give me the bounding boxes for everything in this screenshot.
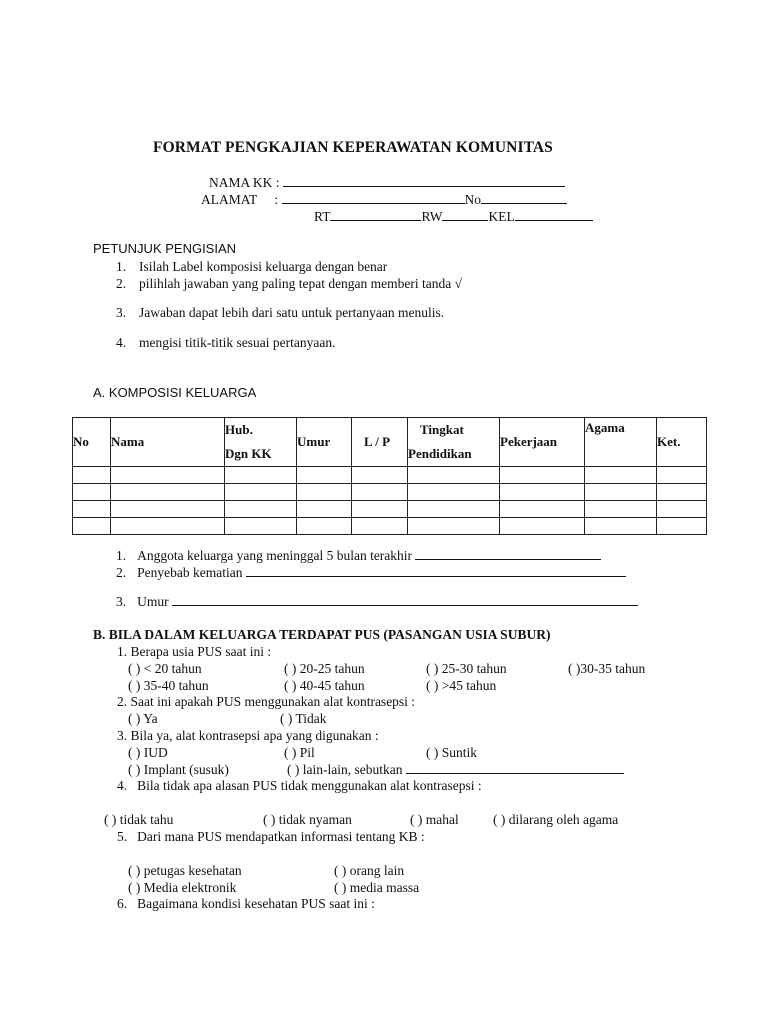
option-lain-lain: ( ) lain-lain, sebutkan xyxy=(287,762,624,778)
section-a-heading: A. KOMPOSISI KELUARGA xyxy=(93,385,257,400)
option-checkbox[interactable]: ( ) Media elektronik xyxy=(128,880,237,895)
rw-label: RW xyxy=(421,209,443,224)
question-b6: 6. Bagaimana kondisi kesehatan PUS saat ini : xyxy=(117,896,375,911)
option-checkbox[interactable]: ( ) 40-45 tahun xyxy=(284,678,365,693)
col-agama: Agama xyxy=(585,418,657,467)
answer-field[interactable] xyxy=(246,565,626,577)
option-checkbox[interactable]: ( ) tidak nyaman xyxy=(263,812,352,827)
komposisi-keluarga-table xyxy=(72,417,707,535)
option-checkbox[interactable]: ( ) Implant (susuk) xyxy=(128,762,229,777)
nama-kk-label: NAMA KK : xyxy=(209,175,280,190)
question-b5: 5. Dari mana PUS mendapatkan informasi tentang KB : xyxy=(117,829,425,844)
section-b-heading: B. BILA DALAM KELUARGA TERDAPAT PUS (PASANGAN USIA SUBUR) xyxy=(93,627,551,642)
table-row xyxy=(73,467,707,484)
option-checkbox[interactable]: ( ) 20-25 tahun xyxy=(284,661,365,676)
kel-field[interactable] xyxy=(515,209,593,221)
col-hub: Hub. Dgn KK xyxy=(225,418,297,467)
option-checkbox[interactable]: ( ) 25-30 tahun xyxy=(426,661,507,676)
petunjuk-item: 2. pilihlah jawaban yang paling tepat dengan memberi tanda √ xyxy=(116,276,463,291)
table-row xyxy=(73,518,707,535)
petunjuk-item: 1. Isilah Label komposisi keluarga dengan benar xyxy=(116,259,388,274)
alamat-label: ALAMAT xyxy=(201,192,258,207)
answer-field[interactable] xyxy=(172,594,638,606)
rt-field[interactable] xyxy=(330,209,421,221)
table-row xyxy=(73,484,707,501)
option-checkbox[interactable]: ( ) mahal xyxy=(410,812,459,827)
col-ket: Ket. xyxy=(657,418,707,467)
table-header-row xyxy=(73,418,707,467)
alamat-field[interactable] xyxy=(282,192,465,204)
no-field[interactable] xyxy=(481,192,567,204)
option-checkbox[interactable]: ( ) orang lain xyxy=(334,863,405,878)
petunjuk-item: 4. mengisi titik-titik sesuai pertanyaan. xyxy=(116,335,336,350)
question-b4: 4. Bila tidak apa alasan PUS tidak menggunakan alat kontrasepsi : xyxy=(117,778,482,793)
option-checkbox[interactable]: ( ) Pil xyxy=(284,745,315,760)
col-tingkat: Tingkat Pendidikan xyxy=(408,418,500,467)
col-nama: Nama xyxy=(111,418,225,467)
option-checkbox[interactable]: ( ) Suntik xyxy=(426,745,478,760)
nama-kk-row xyxy=(209,175,565,191)
question-b1: 1. Berapa usia PUS saat ini : xyxy=(117,644,272,659)
sebutkan-field[interactable] xyxy=(406,762,624,774)
option-checkbox[interactable]: ( ) >45 tahun xyxy=(426,678,497,693)
table-row xyxy=(73,501,707,518)
option-checkbox[interactable]: ( ) tidak tahu xyxy=(104,812,174,827)
question-a3: 3. Umur xyxy=(116,594,638,610)
answer-field[interactable] xyxy=(415,548,601,560)
option-checkbox[interactable]: ( ) petugas kesehatan xyxy=(128,863,242,878)
rt-label: RT xyxy=(314,209,331,224)
col-umur: Umur xyxy=(297,418,352,467)
option-checkbox[interactable]: ( ) Tidak xyxy=(280,711,327,726)
col-lp: L / P xyxy=(352,418,408,467)
col-no: No xyxy=(73,418,111,467)
alamat-row xyxy=(201,192,567,208)
option-checkbox[interactable]: ( ) < 20 tahun xyxy=(128,661,202,676)
no-label: No xyxy=(464,192,482,207)
col-pekerjaan: Pekerjaan xyxy=(500,418,585,467)
option-checkbox[interactable]: ( )30-35 tahun xyxy=(568,661,646,676)
question-b3: 3. Bila ya, alat kontrasepsi apa yang digunakan : xyxy=(117,728,379,743)
question-b2: 2. Saat ini apakah PUS menggunakan alat kontrasepsi : xyxy=(117,694,416,709)
rt-rw-kel-row xyxy=(314,209,593,225)
page-title: FORMAT PENGKAJIAN KEPERAWATAN KOMUNITAS xyxy=(153,139,553,156)
option-checkbox[interactable]: ( ) IUD xyxy=(128,745,168,760)
petunjuk-item: 3. Jawaban dapat lebih dari satu untuk pertanyaan menulis. xyxy=(116,305,445,320)
option-checkbox[interactable]: ( ) dilarang oleh agama xyxy=(493,812,619,827)
option-checkbox[interactable]: ( ) media massa xyxy=(334,880,420,895)
question-a1: 1. Anggota keluarga yang meninggal 5 bulan terakhir xyxy=(116,548,601,564)
petunjuk-heading: PETUNJUK PENGISIAN xyxy=(93,241,237,256)
option-checkbox[interactable]: ( ) Ya xyxy=(128,711,158,726)
nama-kk-field[interactable] xyxy=(283,175,565,187)
kel-label: KEL xyxy=(488,209,515,224)
option-checkbox[interactable]: ( ) 35-40 tahun xyxy=(128,678,209,693)
question-a2: 2. Penyebab kematian xyxy=(116,565,626,581)
alamat-colon: : xyxy=(274,192,279,207)
rw-field[interactable] xyxy=(442,209,488,221)
